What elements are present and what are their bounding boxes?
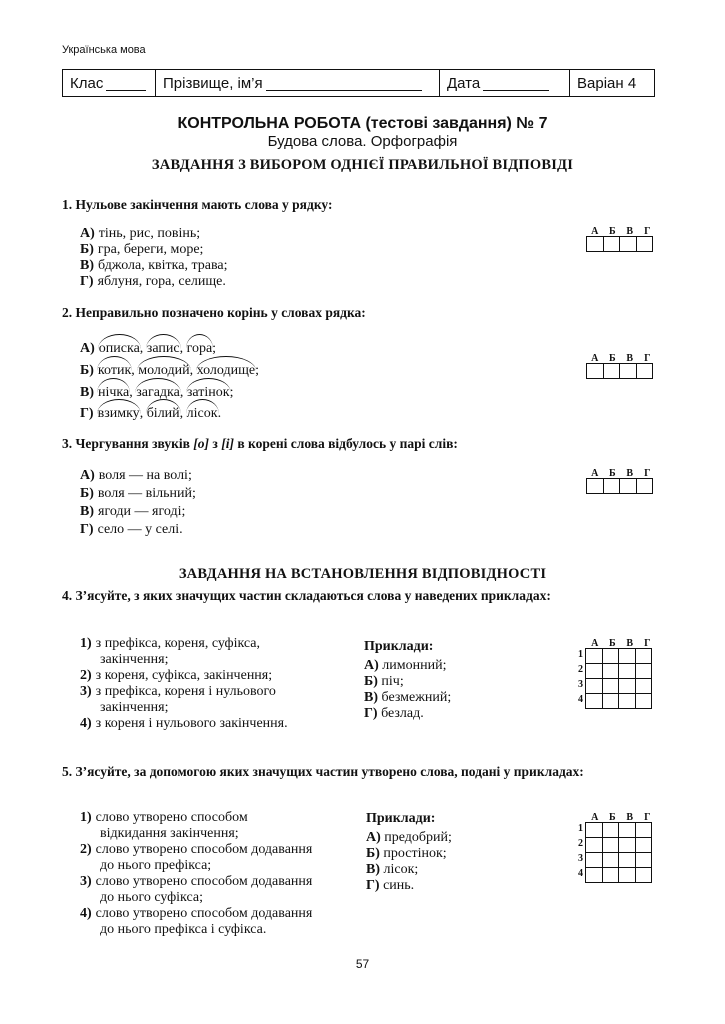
date-blank[interactable] [483,76,549,91]
name-label: Прізвище, ім’я [163,74,263,92]
answer-cell[interactable] [602,678,620,694]
root-arc-word: холодище [196,363,256,378]
page-number: 57 [355,957,370,971]
root-arc-word: нічка [98,385,130,400]
answer-cell[interactable] [602,867,620,883]
q1-option-b[interactable]: Б) гра, береги, море; [80,242,204,257]
answer-cell[interactable] [618,648,636,664]
q3-answer-grid: А Б В Г [586,468,656,494]
date-label: Дата [447,74,481,92]
date-cell [440,70,570,96]
variant-label: Варіан 4 [577,74,637,92]
answer-cell[interactable] [602,852,620,868]
answer-cell[interactable] [619,363,637,379]
q2-answer-grid: А Б В Г [586,353,656,379]
root-arc-word: лісок [186,406,218,421]
answer-cell[interactable] [603,363,621,379]
question-2-text: 2. Неправильно позначено корінь у словах рядка: [62,305,366,320]
q2-option-a[interactable]: А) описка, запис, гора; [80,341,217,356]
root-arc-word: затінок [186,385,230,400]
answer-cell[interactable] [602,663,620,679]
q2-option-c[interactable]: В) нічка, загадка, затінок; [80,385,234,400]
answer-cell[interactable] [602,822,620,838]
q4-item-1: 1) з префікса, кореня, суфікса, [80,636,261,651]
q5-example-c: В) лісок; [366,862,419,877]
answer-cell[interactable] [618,822,636,838]
answer-cell[interactable] [636,363,654,379]
answer-cell[interactable] [585,663,603,679]
answer-cell[interactable] [636,478,654,494]
question-3-text: 3. Чергування звуків [о] з [і] в корені слова відбулось у парі слів: [62,436,458,451]
root-arc-word: описка [98,341,140,356]
answer-cell[interactable] [618,663,636,679]
answer-cell[interactable] [635,852,653,868]
q5-item-1-cont: відкидання закінчення; [100,826,239,841]
page-title: КОНТРОЛЬНА РОБОТА (тестові завдання) № 7 [177,115,548,132]
q1-option-c[interactable]: В) бджола, квітка, трава; [80,258,228,273]
q5-examples-label: Приклади: [366,811,436,826]
answer-cell[interactable] [619,478,637,494]
question-5-text: 5. З’ясуйте, за допомогою яких значущих частин утворено слова, подані у прикладах: [62,764,584,779]
answer-cell[interactable] [603,478,621,494]
q2-option-b[interactable]: Б) котик, молодий, холодище; [80,363,259,378]
class-blank[interactable] [106,76,146,91]
q5-answer-grid: А Б В Г 1 2 3 4 [586,812,656,883]
answer-cell[interactable] [636,236,654,252]
answer-cell[interactable] [635,648,653,664]
name-blank[interactable] [266,76,422,91]
q5-example-d: Г) синь. [366,878,415,893]
section-heading-choice: ЗАВДАННЯ З ВИБОРОМ ОДНІЄЇ ПРАВИЛЬНОЇ ВІДПОВІДІ [151,157,574,173]
q4-examples-label: Приклади: [364,639,434,654]
q4-item-3-cont: закінчення; [100,700,169,715]
answer-cell[interactable] [602,693,620,709]
root-arc-word: молодий [138,363,190,378]
answer-cell[interactable] [602,837,620,853]
q4-item-2: 2) з кореня, суфікса, закінчення; [80,668,273,683]
root-arc-word: загадка [136,385,180,400]
answer-cell[interactable] [586,478,604,494]
answer-cell[interactable] [585,678,603,694]
answer-cell[interactable] [618,852,636,868]
class-label: Клас [70,74,104,92]
q5-example-b: Б) простінок; [366,846,447,861]
q5-example-a: А) предобрий; [366,830,452,845]
answer-cell[interactable] [585,852,603,868]
q5-item-1: 1) слово утворено способом [80,810,248,825]
q1-option-d[interactable]: Г) яблуня, гора, селище. [80,274,226,289]
q3-option-b[interactable]: Б) воля — вільний; [80,486,196,501]
class-cell [63,70,156,96]
q5-item-4-cont: до нього префікса і суфікса. [100,922,267,937]
answer-cell[interactable] [585,822,603,838]
root-arc-word: запис [146,341,180,356]
q4-example-c: В) безмежний; [364,690,452,705]
q4-item-4: 4) з кореня і нульового закінчення. [80,716,288,731]
root-arc-word: білий [146,406,180,421]
q3-option-c[interactable]: В) ягоди — ягоді; [80,504,186,519]
answer-cell[interactable] [635,693,653,709]
q3-option-d[interactable]: Г) село — у селі. [80,522,183,537]
answer-cell[interactable] [635,663,653,679]
answer-cell[interactable] [635,822,653,838]
sound-i: [і] [221,436,234,451]
q3-option-a[interactable]: А) воля — на волі; [80,468,192,483]
answer-cell[interactable] [618,867,636,883]
answer-cell[interactable] [585,867,603,883]
student-info-table [62,69,655,97]
sound-o: [о] [193,436,210,451]
q4-example-d: Г) безлад. [364,706,424,721]
question-4-text: 4. З’ясуйте, з яких значущих частин складаються слова у наведених прикладах: [62,588,551,603]
answer-cell[interactable] [585,693,603,709]
answer-cell[interactable] [635,837,653,853]
q5-item-3-cont: до нього суфікса; [100,890,203,905]
page-subtitle: Будова слова. Орфографія [267,133,458,150]
name-cell [156,70,440,96]
answer-cell[interactable] [586,363,604,379]
subject-label: Українська мова [62,44,146,56]
q2-option-d[interactable]: Г) взимку, білий, лісок. [80,406,222,421]
answer-cell[interactable] [635,678,653,694]
answer-cell[interactable] [585,648,603,664]
answer-cell[interactable] [586,236,604,252]
answer-cell[interactable] [635,867,653,883]
root-arc-word: гора [186,341,213,356]
answer-cell[interactable] [618,678,636,694]
answer-cell[interactable] [602,648,620,664]
q4-item-1-cont: закінчення; [100,652,169,667]
variant-cell [570,70,654,96]
question-1-text: 1. Нульове закінчення мають слова у рядку: [62,197,333,212]
q4-item-3: 3) з префікса, кореня і нульового [80,684,276,699]
section-heading-matching: ЗАВДАННЯ НА ВСТАНОВЛЕННЯ ВІДПОВІДНОСТІ [178,566,547,582]
answer-cell[interactable] [603,236,621,252]
answer-cell[interactable] [585,837,603,853]
answer-cell[interactable] [618,837,636,853]
q4-example-a: А) лимонний; [364,658,447,673]
answer-cell[interactable] [618,693,636,709]
root-arc-word: котик [97,363,132,378]
answer-cell[interactable] [619,236,637,252]
q5-item-2-cont: до нього префікса; [100,858,212,873]
q1-answer-grid: А Б В Г [586,226,656,252]
root-arc-word: взимку [97,406,140,421]
q1-option-a[interactable]: А) тінь, рис, повінь; [80,226,201,241]
q4-example-b: Б) піч; [364,674,404,689]
q5-item-4: 4) слово утворено способом додавання [80,906,313,921]
q5-item-2: 2) слово утворено способом додавання [80,842,313,857]
q4-answer-grid: А Б В Г 1 2 3 4 [586,638,656,709]
q5-item-3: 3) слово утворено способом додавання [80,874,313,889]
